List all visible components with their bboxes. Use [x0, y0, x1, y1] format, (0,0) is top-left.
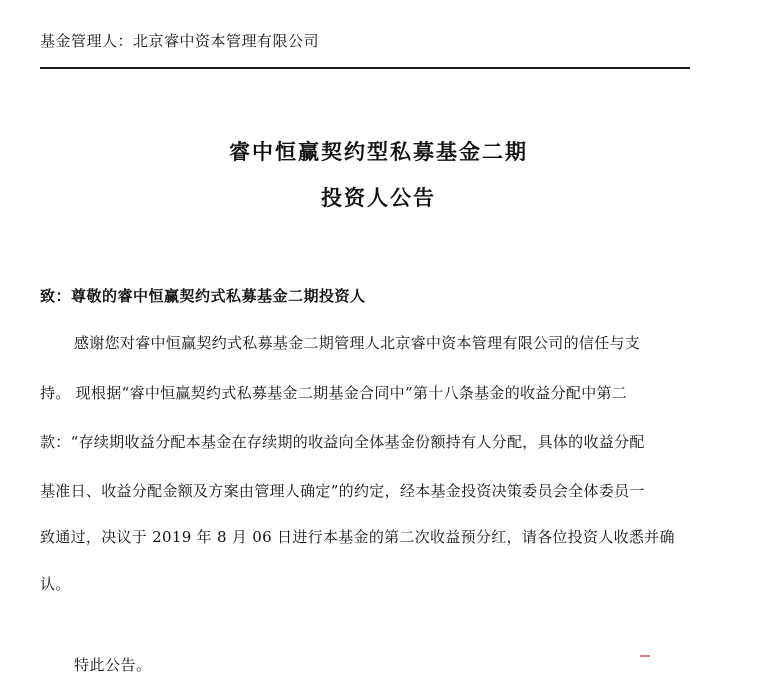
body-line: 感谢您对睿中恒赢契约式私募基金二期管理人北京睿中资本管理有限公司的信任与支 — [74, 334, 641, 352]
closing-statement: 特此公告。 — [74, 656, 152, 674]
document-title: 睿中恒赢契约型私募基金二期 — [229, 139, 528, 164]
header-divider — [40, 67, 690, 69]
body-line: 基准日、收益分配金额及方案由管理人确定”的约定，经本基金投资决策委员会全体委员一 — [40, 482, 645, 500]
body-line: 持。 现根据“睿中恒赢契约式私募基金二期基金合同中”第十八条基金的收益分配中第二 — [40, 384, 628, 402]
fund-manager-header: 基金管理人：北京睿中资本管理有限公司 — [40, 32, 320, 50]
body-line: 款：“存续期收益分配本基金在存续期的收益向全体基金份额持有人分配，具体的收益分配 — [40, 433, 645, 451]
document-subtitle: 投资人公告 — [321, 185, 436, 210]
scan-artifact — [640, 655, 650, 657]
body-line: 认。 — [40, 575, 71, 593]
body-line: 致通过，决议于 2019 年 8 月 06 日进行本基金的第二次收益预分红，请各位投资人收悉并确 — [40, 528, 675, 546]
salutation: 致：尊敬的睿中恒赢契约式私募基金二期投资人 — [40, 287, 366, 305]
